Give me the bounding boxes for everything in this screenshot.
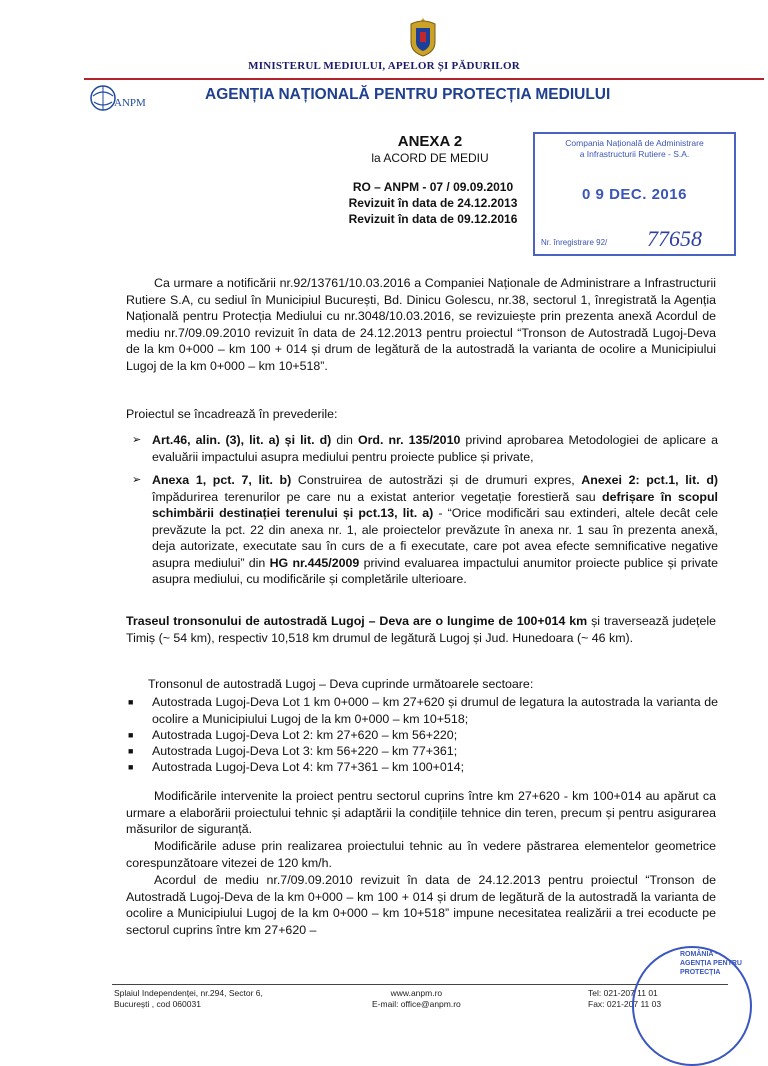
paragraph-ecoducts: Acordul de mediu nr.7/09.09.2010 revizuit în data de 24.12.2013 pentru proiectul “Tronson de Autostradă Lugoj-Deva de la km 0+000 – km 100 + 014 și drum de legătură de la autostradă la varianta de ocolire a Municipiului Lugoj de la km 0+000 – km 10+518” impune necesitatea realizării a trei ecoducte pe sectorul cuprins între km 27+620 – xyxy=(126,873,716,937)
header-divider xyxy=(84,78,764,80)
bullet-square-icon: ■ xyxy=(128,746,134,756)
footer-phone: Tel: 021-207 11 01 Fax: 021-207 11 03 xyxy=(588,988,662,1009)
footer-address: Splaiul Independenței, nr.294, Sector 6, București , cod 060031 xyxy=(114,988,263,1009)
agency-name: AGENȚIA NAȚIONALĂ PENTRU PROTECȚIA MEDIULUI xyxy=(205,86,611,103)
stamp-date: 0 9 DEC. 2016 xyxy=(582,186,687,203)
revision-2: Revizuit în data de 09.12.2016 xyxy=(348,212,518,226)
framework-item-2: Anexa 1, pct. 7, lit. b) Construirea de autostrăzi și de drumuri expres, Anexei 2: pct.1, lit. d) împădurirea terenurilor pe care nu a existat anterior vegetație forestieră sau defrișare în scopul schimbării destinației terenului și pct.13, lit. a) - “Orice modificări sau extinderi, altele decât cele prevăzute la pct. 22 din anexa nr. 1, ale proiectelor prevăzute în anexa nr. 1 sau în prezenta anexă, deja autorizate, executate sau în curs de a fi executate, care pot avea efecte semnificative negative asupra mediului” din HG nr.445/2009 privind evaluarea impactului anumitor proiecte publice și private asupra mediului, cu modificările și completările ulterioare. xyxy=(152,473,719,586)
bullet-square-icon: ■ xyxy=(128,762,134,772)
footer-email[interactable]: E-mail: office@anpm.ro xyxy=(372,999,461,1009)
sector-item: Autostrada Lugoj-Deva Lot 4: km 77+361 – km 100+014; xyxy=(152,760,465,774)
ministry-name: MINISTERUL MEDIULUI, APELOR ȘI PĂDURILOR xyxy=(248,60,520,72)
stamp-company: Compania Națională de Administrare xyxy=(565,138,704,148)
stamp-nr-label: Nr. înregistrare 92/ xyxy=(541,238,608,247)
bullet-square-icon: ■ xyxy=(128,697,134,707)
footer-contact xyxy=(372,988,461,1010)
document-reference: RO – ANPM - 07 / 09.09.2010 xyxy=(352,180,514,194)
revision-1: Revizuit în data de 24.12.2013 xyxy=(348,196,518,210)
bullet-square-icon: ■ xyxy=(128,730,134,740)
coat-of-arms-icon xyxy=(408,16,438,58)
paragraph-notification: Ca urmare a notificării nr.92/13761/10.03.2016 a Companiei Naționale de Administrare a Infrastructurii Rutiere S.A, cu sediul în Municipiul București, Bd. Dinicu Golescu, nr.38, sectorul 1, înregistrată la Agenția Națională pentru Protecția Mediului cu nr.3048/10.03.2016, se revizuiește prin prezenta anexă Acordul de mediu nr.7/09.09.2010 revizuit în data de 24.12.2013 pentru proiectul “Tronson de Autostradă Lugoj-Deva de la km 0+000 – km 100 + 014 și drum de legătură de la autostradă la varianta de ocolire a Municipiului Lugoj de la km 0+000 – km 10+518”. xyxy=(126,276,716,373)
paragraph-modifications: Modificările intervenite la proiect pentru sectorul cuprins între km 27+620 - km 100+014 au apărut ca urmare a elaborării proiectului tehnic și adaptării la condițiile tehnice din teren, precum și pentru asigurarea măsurilor de siguranță. xyxy=(126,789,716,836)
stamp-company-2: a Infrastructurii Rutiere - S.A. xyxy=(579,149,690,159)
paragraph-geometry: Modificările aduse prin realizarea proiectului tehnic au în vedere păstrarea elementelor geometrice corespunzătoare vitezei de 120 km/h. xyxy=(126,839,716,870)
stamp-nr-value: 77658 xyxy=(647,226,702,251)
framework-item-1: Art.46, alin. (3), lit. a) și lit. d) din Ord. nr. 135/2010 privind aprobarea Metodologiei de aplicare a evaluării impactului asupra mediului pentru proiecte publice și private, xyxy=(152,433,719,464)
sector-item: Autostrada Lugoj-Deva Lot 1 km 0+000 – km 27+620 și drumul de legatura la autostrada la varianta de ocolire a Municipiului Lugoj de la km 0+000 – km 10+518; xyxy=(152,695,718,726)
footer-website[interactable]: www.anpm.ro xyxy=(390,988,443,998)
sector-item: Autostrada Lugoj-Deva Lot 3: km 56+220 – km 77+361; xyxy=(152,744,458,758)
official-seal-text: ROMÂNIA · AGENȚIA PENTRU PROTECȚIA xyxy=(680,951,742,976)
anexa-subtitle: la ACORD DE MEDIU xyxy=(371,151,489,165)
sector-item: Autostrada Lugoj-Deva Lot 2: km 27+620 – km 56+220; xyxy=(152,728,458,742)
paragraph-route: Traseul tronsonului de autostradă Lugoj – Deva are o lungime de 100+014 km și traversează județele Timiș (~ 54 km), respectiv 10,518 km drumul de legătură Lugoj și Jud. Hunedoara (~ 46 km). xyxy=(126,614,717,645)
bullet-arrow-icon: ➢ xyxy=(132,474,142,486)
anpm-logo-text: ANPM xyxy=(114,97,146,109)
registration-stamp xyxy=(533,132,736,256)
anexa-title: ANEXA 2 xyxy=(397,133,463,150)
paragraph-sectors: Tronsonul de autostradă Lugoj – Deva cuprinde următoarele sectoare: xyxy=(148,677,534,691)
bullet-arrow-icon: ➢ xyxy=(132,434,142,446)
paragraph-framework: Proiectul se încadrează în prevederile: xyxy=(126,407,338,421)
